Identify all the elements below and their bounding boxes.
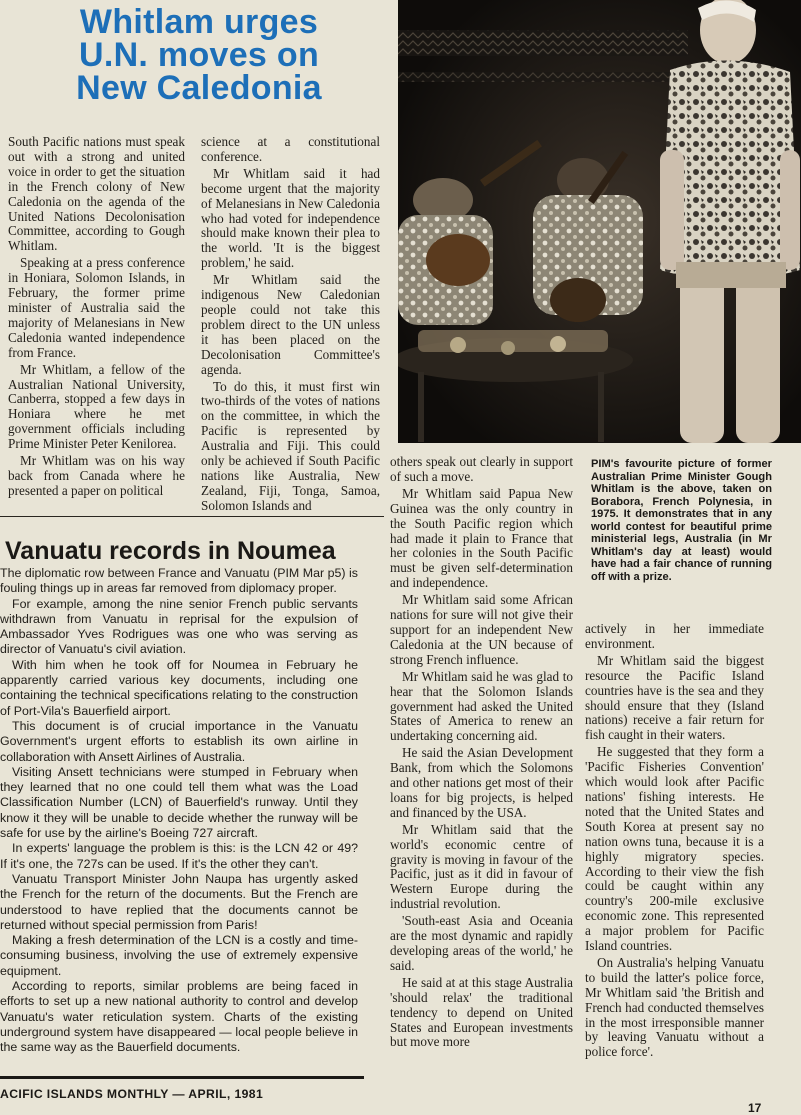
paragraph: To do this, it must first win two-thirds of the votes of nations on the committee, in which the Pacific is represented by Australia and Fiji. This could only be achieved if South Pacific nations like Australia, New Zealand, Fiji, Tonga, Samoa, Solomon Islands and bbox=[201, 378, 380, 513]
article1-column-3 bbox=[390, 455, 573, 1050]
paragraph: others speak out clearly in support of such a move. bbox=[390, 454, 573, 484]
article1-column-1 bbox=[8, 135, 185, 499]
paragraph: Speaking at a press conference in Honiara, Solomon Islands, in February, the former prime minister of Australia said the majority of Melanesians in New Caledonia wanted independence from France. bbox=[8, 255, 185, 360]
paragraph: According to reports, similar problems are being faced in efforts to set up a new national authority to control and develop Vanuatu's water reticulation system. Charts of the existing underground system have disappeared — local people believe in the same way as the Bauerfield documents. bbox=[0, 979, 358, 1055]
article2-body bbox=[0, 566, 358, 1056]
paragraph: South Pacific nations must speak out with a strong and united voice in order to get the situation in the French colony of New Caledonia on the agenda of the United Nations Decolonisation Committee, according to Gough Whitlam. bbox=[8, 134, 185, 254]
paragraph: Visiting Ansett technicians were stumped in February when they learned that no one could tell them what was the Load Classification Number (LCN) of Bauerfield's runway. Until they know it they will be unable to decide whether the runway will be safe for use by the airline's Boeing 727 aircraft. bbox=[0, 764, 358, 841]
article1-column-2 bbox=[201, 135, 380, 514]
headline-line-2: U.N. moves on bbox=[78, 36, 320, 74]
paragraph: Mr Whitlam said the biggest resource the Pacific Island countries have is the sea and they should ensure that they (Island nations) receive a fair return for fish caught in their waters. bbox=[585, 652, 764, 743]
paragraph: He suggested that they form a 'Pacific Fisheries Convention' which would look after Pacific nations' fishing interests. He noted that the United States and South Korea at present say no nation owns tuna, because it is a highly migratory species. According to their view the fish could be caught within any country's 200-mile exclusive economic zone. This represented a major problem for Pacific Island countries. bbox=[585, 744, 764, 954]
article-headline bbox=[14, 3, 384, 107]
paragraph: 'South-east Asia and Oceania are the most dynamic and rapidly developing areas of the world,' he said. bbox=[390, 913, 573, 973]
paragraph: Mr Whitlam said the indigenous New Caledonian people could not take this problem direct to the UN unless it has been placed on the Decolonisation Committee's agenda. bbox=[201, 272, 380, 377]
paragraph: On Australia's helping Vanuatu to build the latter's police force, Mr Whitlam said 'the British and French had conducted themselves in the most irresponsible manner by leaving Vanuatu without a police force'. bbox=[585, 954, 764, 1060]
headline-line-3: New Caledonia bbox=[76, 69, 322, 107]
paragraph: Mr Whitlam said that the world's economic centre of gravity is moving in favour of the Pacific, just as it did in favour of Western Europe during the industrial revolution. bbox=[390, 821, 573, 912]
page-number: 17 bbox=[748, 1101, 762, 1115]
paragraph: Vanuatu Transport Minister John Naupa has urgently asked the French for the return of the documents. But the French are understood to have replied that the documents cannot be returned without special permission from Paris! bbox=[0, 871, 358, 932]
headline-line-1: Whitlam urges bbox=[79, 3, 319, 41]
paragraph: Making a fresh determination of the LCN is a costly and time-consuming business, involving the use of extremely expensive equipment. bbox=[0, 933, 358, 978]
paragraph: Mr Whitlam was on his way back from Canada where he presented a paper on political bbox=[8, 453, 185, 498]
paragraph: He said at at this stage Australia 'should relax' the traditional tendency to depend on United States and European investments but move more bbox=[390, 974, 573, 1050]
paragraph: actively in her immediate environment. bbox=[585, 621, 764, 651]
page-footer: ACIFIC ISLANDS MONTHLY — APRIL, 1981 bbox=[0, 1087, 264, 1101]
whitlam-photo bbox=[398, 0, 801, 443]
paragraph: Mr Whitlam said he was glad to hear that the Solomon Islands government had asked the United States of America to renew an undertaking concerning aid. bbox=[390, 668, 573, 744]
article2-headline: Vanuatu records in Noumea bbox=[5, 537, 336, 565]
article-divider bbox=[0, 516, 384, 517]
paragraph: Mr Whitlam, a fellow of the Australian National University, Canberra, stopped a few days in Honiara where he met government officials including Prime Minister Peter Kenilorea. bbox=[8, 361, 185, 452]
paragraph: This document is of crucial importance in the Vanuatu Government's urgent efforts to establish its own airline in collaboration with Ansett Airlines of Australia. bbox=[0, 718, 358, 764]
photo-illustration bbox=[398, 0, 801, 443]
paragraph: In experts' language the problem is this: is the LCN 42 or 49? If it's one, the 727s can be used. If it's the other they can't. bbox=[0, 841, 358, 871]
paragraph: Mr Whitlam said it had become urgent that the majority of Melanesians in New Caledonia who had voted for independence should make known their plea to the world. 'It is the biggest problem,' he said. bbox=[201, 165, 380, 271]
paragraph: With him when he took off for Noumea in February he apparently carried various key documents, including one containing the technical specifications relating to the construction of Port-Vila's Bauerfield airport. bbox=[0, 657, 358, 718]
photo-caption: PIM's favourite picture of former Australian Prime Minister Gough Whitlam is the above, taken on Borabora, French Polynesia, in 1975. It demonstrates that in any world contest for beautiful prime ministerial legs, Australia (in Mr Whitlam's day at least) would have had a fair chance of running off with a prize. bbox=[591, 458, 772, 583]
paragraph: He said the Asian Development Bank, from which the Solomons and other nations get most of their loans for big projects, is helped and financed by the USA. bbox=[390, 745, 573, 820]
article1-column-4 bbox=[585, 622, 764, 1060]
paragraph: Mr Whitlam said some African nations for sure will not give their support for an independent New Caledonia at the UN because of strong French influence. bbox=[390, 592, 573, 667]
footer-rule bbox=[0, 1076, 364, 1079]
paragraph: For example, among the nine senior French public servants withdrawn from Vanuatu in reprisal for the expulsion of Ambassador Yves Rodrigues was one who was serving as director of Vanuatu's civil aviation. bbox=[0, 596, 358, 657]
paragraph: The diplomatic row between France and Vanuatu (PIM Mar p5) is fouling things up in areas far removed from diplomacy proper. bbox=[0, 566, 358, 596]
paragraph: Mr Whitlam said Papua New Guinea was the only country in the South Pacific region which had made it plain to France that her colonies in the South Pacific must be given self-determination and independence. bbox=[390, 485, 573, 591]
paragraph: science at a constitutional conference. bbox=[201, 134, 380, 164]
